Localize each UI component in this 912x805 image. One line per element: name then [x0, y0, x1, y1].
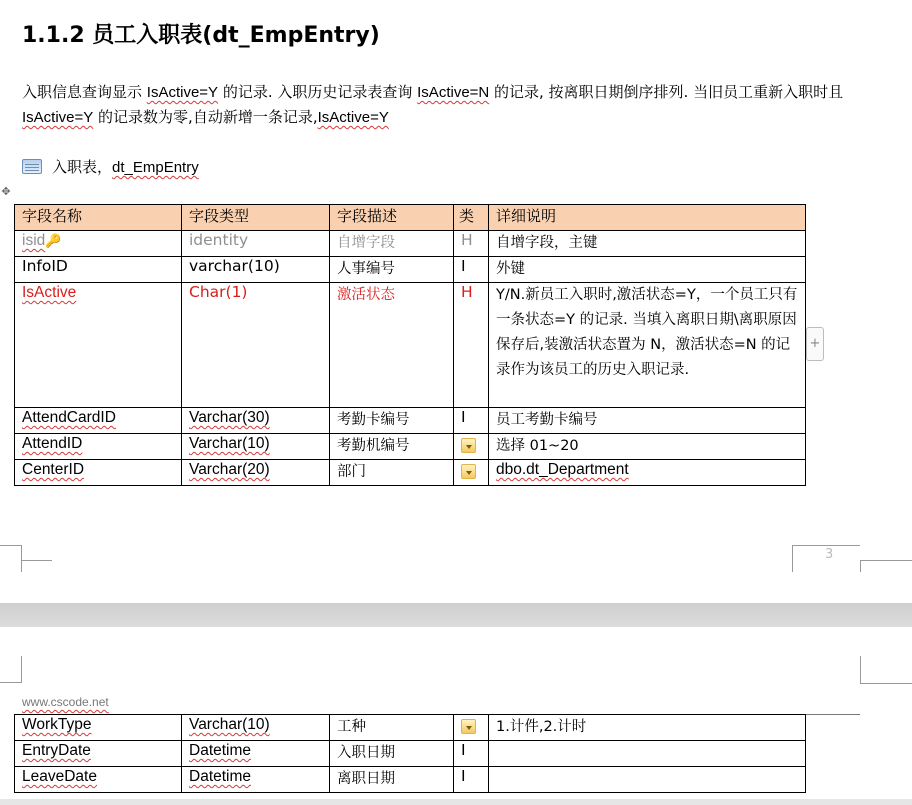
field-name: WorkType [22, 716, 92, 733]
field-class-cell [454, 460, 489, 486]
field-class-cell: I [454, 767, 489, 793]
table-caption [22, 156, 199, 177]
field-desc-cell: 人事编号 [330, 257, 454, 283]
field-type: Varchar(20) [189, 461, 270, 478]
field-type: Varchar(10) [189, 716, 270, 733]
intro-text-4: 的记录数为零,自动新增一条记录, [93, 108, 318, 126]
field-desc-cell: 离职日期 [330, 767, 454, 793]
field-detail-cell: 1.计件,2.计时 [489, 715, 806, 741]
field-name-cell [15, 741, 182, 767]
intro-code-2: IsActive=N [417, 84, 490, 101]
field-name-cell [15, 715, 182, 741]
page-corner-mark [0, 656, 22, 683]
table-row [15, 231, 806, 257]
field-type-cell: identity [182, 231, 330, 257]
field-desc-cell: 考勤卡编号 [330, 408, 454, 434]
field-type: Varchar(10) [189, 435, 270, 452]
intro-code-3: IsActive=Y [22, 109, 94, 126]
table-icon [22, 159, 42, 174]
field-name: EntryDate [22, 742, 91, 759]
intro-text-2: 的记录. 入职历史记录表查询 [218, 83, 418, 101]
field-name: AttendID [22, 435, 83, 452]
dropdown-icon[interactable] [461, 464, 476, 479]
field-type-cell: varchar(10) [182, 257, 330, 283]
field-type-cell [182, 408, 330, 434]
header-cell: 字段名称 [15, 205, 182, 231]
field-class-cell: H [454, 283, 489, 408]
watermark-link: www.cscode.net [22, 695, 109, 709]
intro-code-4: IsActive=Y [317, 109, 389, 126]
field-class-cell [454, 434, 489, 460]
page-corner-mark [22, 560, 52, 561]
field-class-cell: H [454, 231, 489, 257]
field-detail-cell: Y/N.新员工入职时,激活状态=Y，一个员工只有一条状态=Y 的记录. 当填入离职日期\离职原因保存后,装激活状态置为 N，激活状态=N 的记录作为该员工的历史入职记录. [489, 283, 806, 408]
page-corner-mark [860, 560, 912, 572]
field-type-cell [182, 741, 330, 767]
field-detail-cell [489, 767, 806, 793]
field-name-cell [15, 767, 182, 793]
field-type-cell [182, 767, 330, 793]
page-corner-mark [860, 656, 861, 683]
field-name: isid [22, 232, 46, 249]
intro-paragraph [22, 80, 882, 130]
field-name-cell [15, 460, 182, 486]
header-cell: 类 [454, 205, 489, 231]
field-detail: dbo.dt_Department [496, 461, 629, 478]
add-column-button[interactable]: + [806, 327, 824, 361]
field-type-cell [182, 434, 330, 460]
key-icon: 🔑 [45, 234, 62, 249]
field-type-cell [182, 460, 330, 486]
field-name-cell [15, 408, 182, 434]
watermark-text [22, 695, 109, 709]
intro-text-1: 入职信息查询显示 [22, 83, 147, 101]
table-row [15, 283, 806, 408]
field-detail-cell: 选择 01~20 [489, 434, 806, 460]
field-name: IsActive [22, 284, 77, 301]
caption-table-name: dt_EmpEntry [112, 159, 199, 176]
field-detail-cell: 员工考勤卡编号 [489, 408, 806, 434]
page-gap [0, 603, 912, 627]
header-cell: 详细说明 [489, 205, 806, 231]
intro-code-1: IsActive=Y [146, 84, 219, 101]
dropdown-icon[interactable] [461, 438, 476, 453]
field-name-cell [15, 434, 182, 460]
fields-table-continued [14, 714, 806, 793]
field-name-cell: InfoID [15, 257, 182, 283]
field-desc-cell: 激活状态 [330, 283, 454, 408]
dropdown-icon[interactable] [461, 719, 476, 734]
field-type-cell: Char(1) [182, 283, 330, 408]
header-cell: 字段描述 [330, 205, 454, 231]
field-desc-cell: 入职日期 [330, 741, 454, 767]
table-row [15, 257, 806, 283]
field-name: LeaveDate [22, 768, 97, 785]
field-desc-cell: 自增字段 [330, 231, 454, 257]
field-name: CenterID [22, 461, 85, 478]
page-corner-mark [0, 545, 22, 572]
header-cell: 字段类型 [182, 205, 330, 231]
field-name: AttendCardID [22, 409, 116, 426]
field-detail-cell [489, 741, 806, 767]
status-strip [0, 799, 912, 805]
field-class-cell: I [454, 257, 489, 283]
field-desc-cell: 考勤机编号 [330, 434, 454, 460]
field-name-cell [15, 231, 182, 257]
field-type-cell [182, 715, 330, 741]
fields-table [14, 204, 806, 486]
table-row [15, 460, 806, 486]
field-class-cell: I [454, 741, 489, 767]
page-number: 3 [825, 547, 834, 562]
table-row [15, 715, 806, 741]
table-move-handle-icon[interactable]: ✥ [1, 185, 11, 198]
table-row [15, 434, 806, 460]
field-type: Datetime [189, 742, 252, 759]
field-type: Varchar(30) [189, 409, 270, 426]
caption-prefix: 入职表， [52, 158, 113, 176]
field-detail-cell [489, 460, 806, 486]
table-row [15, 767, 806, 793]
section-heading: 1.1.2 员工入职表(dt_EmpEntry) [22, 23, 380, 48]
field-desc-cell: 部门 [330, 460, 454, 486]
field-name-cell [15, 283, 182, 408]
field-detail-cell: 自增字段，主键 [489, 231, 806, 257]
field-class-cell [454, 715, 489, 741]
field-desc-cell: 工种 [330, 715, 454, 741]
field-type: Datetime [189, 768, 252, 785]
field-class-cell: I [454, 408, 489, 434]
intro-text-3: 的记录, 按离职日期倒序排列. 当旧员工重新入职时且 [489, 83, 844, 101]
table-row [15, 408, 806, 434]
field-detail-cell: 外键 [489, 257, 806, 283]
table-row [15, 741, 806, 767]
table-header-row [15, 205, 806, 231]
page-corner-mark [860, 683, 912, 684]
